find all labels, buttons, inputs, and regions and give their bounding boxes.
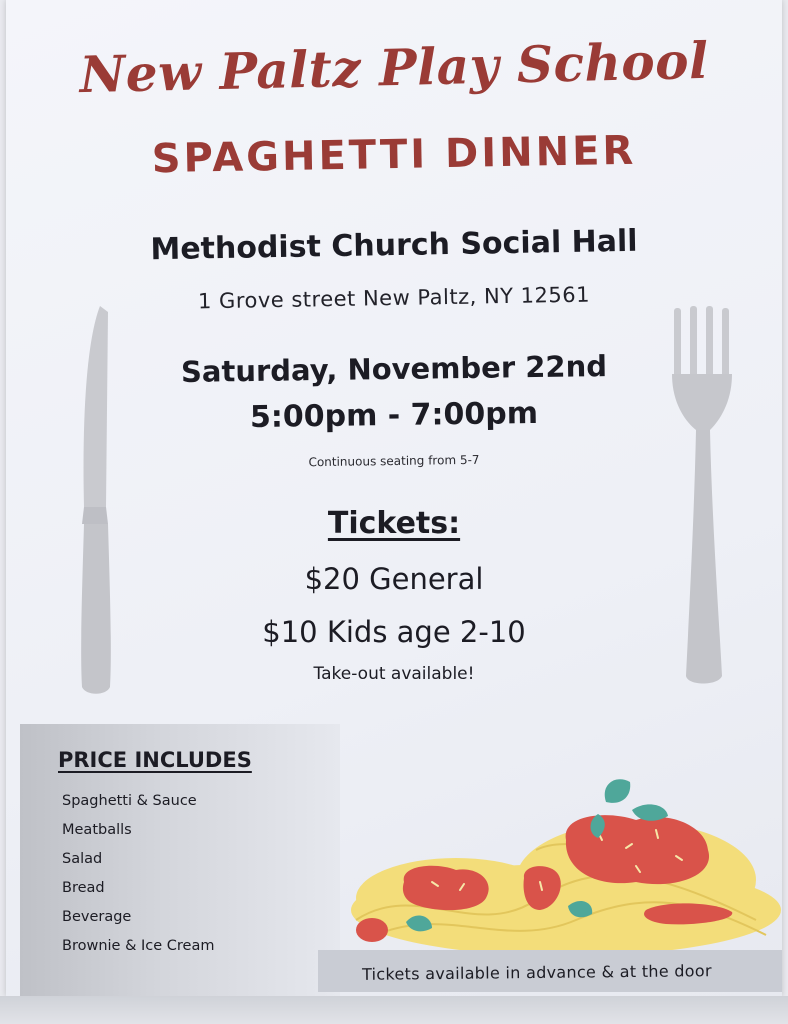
price-includes-heading: PRICE INCLUDES <box>58 748 252 772</box>
event-time: 5:00pm - 7:00pm <box>249 395 539 436</box>
list-item: Bread <box>62 880 105 896</box>
takeout-note: Take-out available! <box>313 664 475 684</box>
list-item: Spaghetti & Sauce <box>62 793 197 809</box>
venue-address: 1 Grove street New Paltz, NY 12561 <box>197 282 591 314</box>
tickets-heading: Tickets: <box>327 506 461 541</box>
spaghetti-plate-illustration <box>336 770 782 960</box>
event-date: Saturday, November 22nd <box>180 349 608 389</box>
title-event-name: SPAGHETTI DINNER <box>151 127 637 183</box>
venue-name: Methodist Church Social Hall <box>150 223 638 268</box>
price-includes-list <box>62 790 214 964</box>
flyer-page <box>6 0 782 996</box>
seating-note: Continuous seating from 5-7 <box>308 452 480 470</box>
price-general: $20 General <box>304 562 484 596</box>
footer-tickets-note: Tickets available in advance & at the door <box>361 961 712 984</box>
price-kids: $10 Kids age 2-10 <box>262 615 526 649</box>
list-item: Salad <box>62 851 103 867</box>
list-item: Beverage <box>62 909 132 925</box>
title-school-name: New Paltz Play School <box>78 30 710 105</box>
list-item: Brownie & Ice Cream <box>62 938 215 954</box>
table-surface <box>0 996 788 1024</box>
list-item: Meatballs <box>62 822 132 838</box>
